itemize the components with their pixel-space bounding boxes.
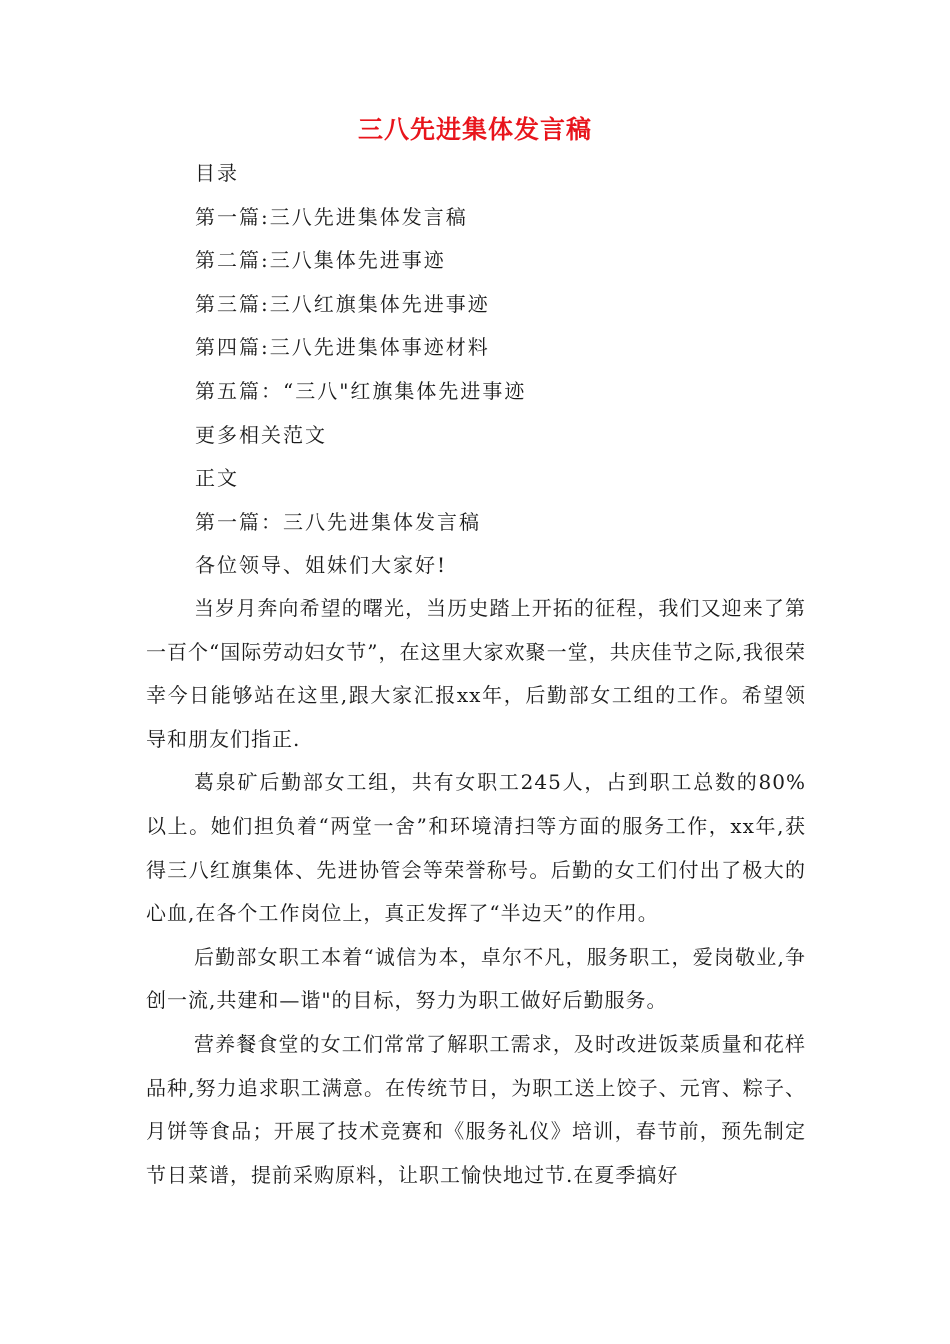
body-heading: 正文 xyxy=(195,466,239,491)
toc-item-4: 第四篇:三八先进集体事迹材料 xyxy=(195,335,490,360)
section-heading: 第一篇：三八先进集体发言稿 xyxy=(195,509,481,534)
greeting-line: 各位领导、姐妹们大家好! xyxy=(195,553,448,578)
toc-item-2: 第二篇:三八集体先进事迹 xyxy=(195,248,446,273)
paragraph-4: 营养餐食堂的女工们常常了解职工需求，及时改进饭菜质量和花样品种,努力追求职工满意。在传统节日，为职工送上饺子、元宵、粽子、月饼等食品；开展了技术竞赛和《服务礼仪》培训，春节前，预先制定节日菜谱，提前采购原料，让职工愉快地过节.在夏季搞好 xyxy=(146,1031,806,1187)
document-title: 三八先进集体发言稿 xyxy=(357,115,592,144)
toc-heading: 目录 xyxy=(195,161,239,185)
body-text xyxy=(146,587,806,1197)
paragraph-2: 葛泉矿后勤部女工组，共有女职工245人，占到职工总数的80%以上。她们担负着“两堂一舍”和环境清扫等方面的服务工作，xx年,获得三八红旗集体、先进协管会等荣誉称号。后勤的女工们付出了极大的心血,在各个工作岗位上，真正发挥了“半边天”的作用。 xyxy=(146,770,806,926)
toc-item-3: 第三篇:三八红旗集体先进事迹 xyxy=(195,291,490,316)
table-of-contents xyxy=(195,152,835,588)
paragraph-1: 当岁月奔向希望的曙光，当历史踏上开拓的征程，我们又迎来了第一百个“国际劳动妇女节”，在这里大家欢聚一堂，共庆佳节之际,我很荣幸今日能够站在这里,跟大家汇报xx年，后勤部女工组的工作。希望领导和朋友们指正. xyxy=(146,596,806,751)
paragraph-3: 后勤部女职工本着“诚信为本，卓尔不凡，服务职工，爱岗敬业,争创一流,共建和—谐"的目标，努力为职工做好后勤服务。 xyxy=(146,944,806,1013)
toc-item-1: 第一篇:三八先进集体发言稿 xyxy=(195,204,468,229)
toc-item-5: 第五篇：“三八"红旗集体先进事迹 xyxy=(195,378,527,403)
toc-more-link: 更多相关范文 xyxy=(195,422,327,447)
